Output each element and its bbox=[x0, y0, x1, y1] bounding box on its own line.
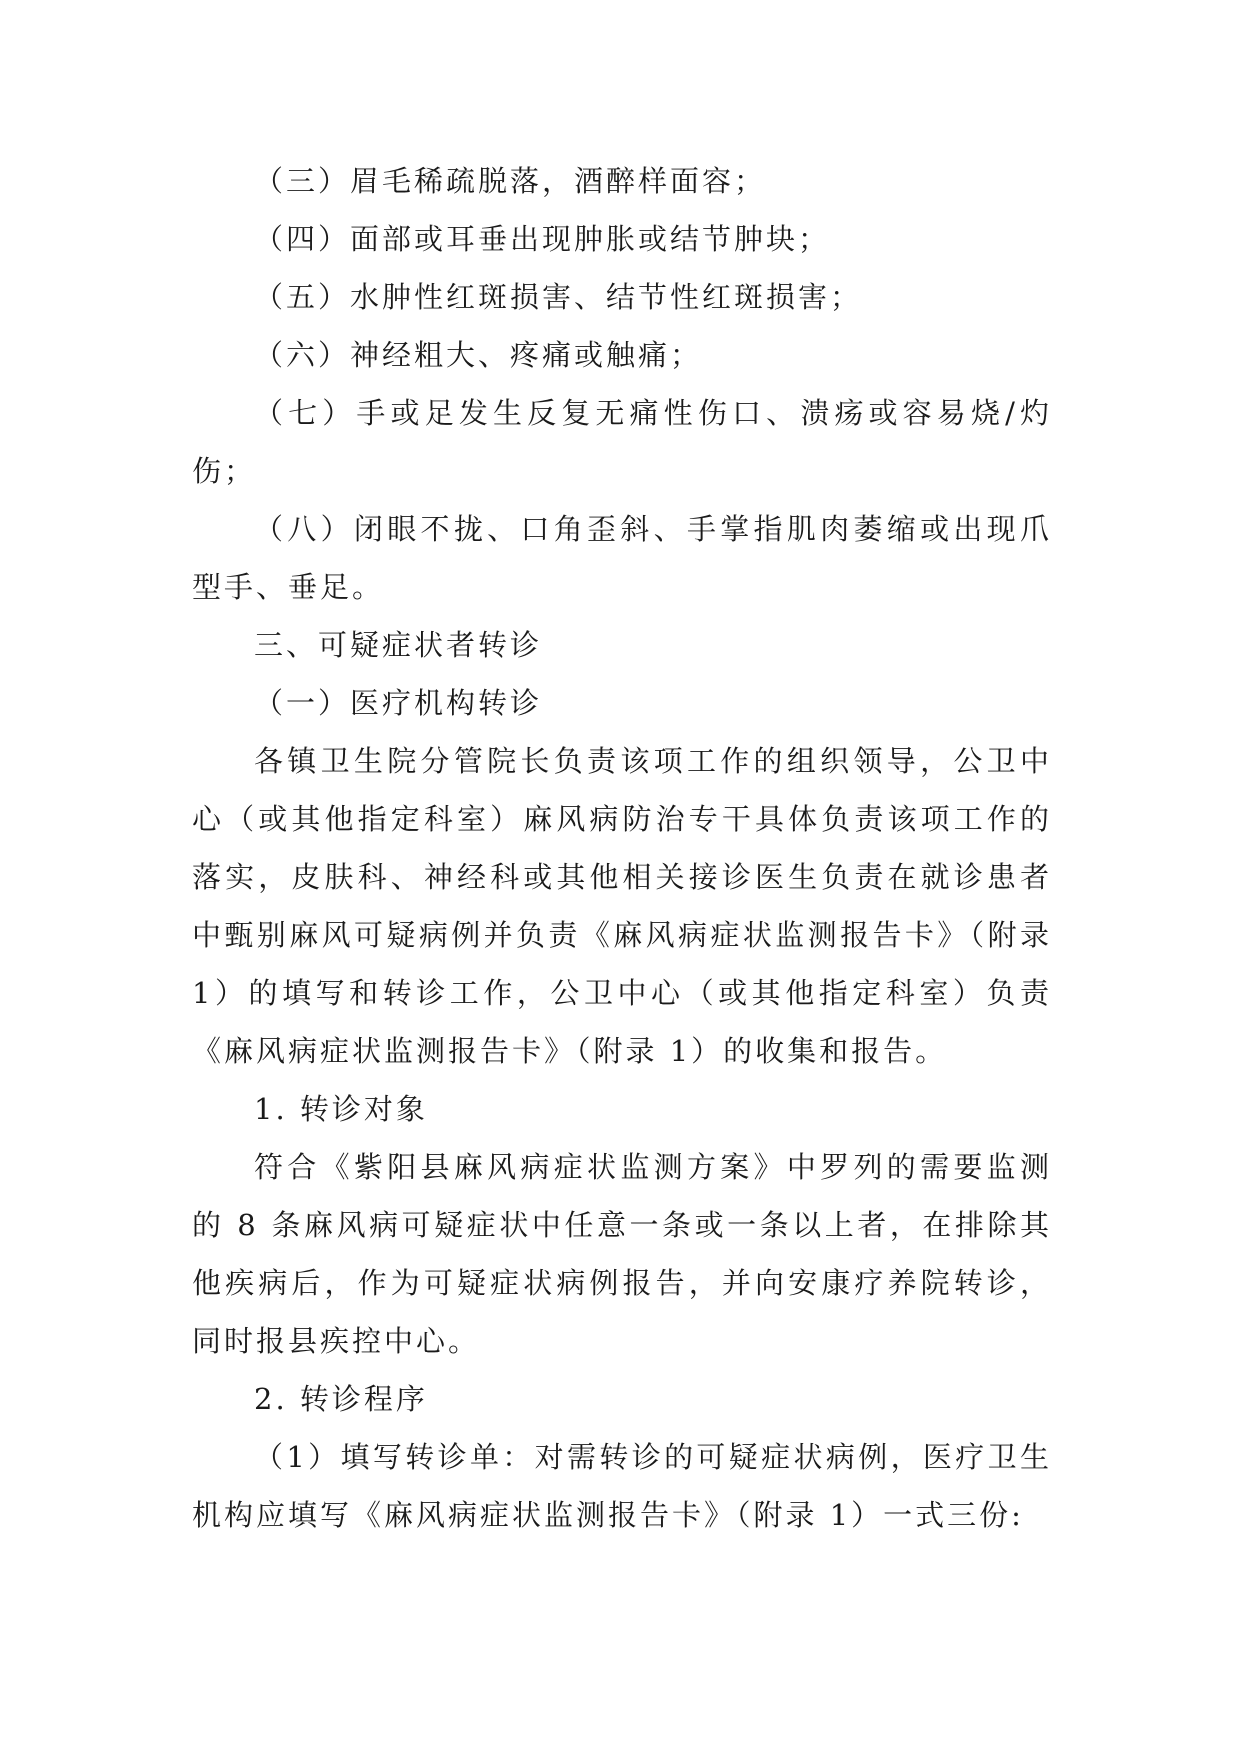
section-heading: 三、可疑症状者转诊 bbox=[254, 628, 543, 662]
list-item-four: （四）面部或耳垂出现肿胀或结节肿块； bbox=[254, 222, 831, 256]
body-paragraph: 符合《紫阳县麻风病症状监测方案》中罗列的需要监测的 8 条麻风病可疑症状中任意一条或一条以上者，在排除其他疾病后，作为可疑症状病例报告，并向安康疗养院转诊，同时报县疾控中心。 bbox=[192, 1150, 1052, 1358]
subsection-heading: （一）医疗机构转诊 bbox=[254, 686, 543, 720]
body-paragraph: （1）填写转诊单：对需转诊的可疑症状病例，医疗卫生机构应填写《麻风病症状监测报告卡》（附录 1）一式三份: bbox=[192, 1440, 1052, 1532]
item-heading-referral-target: 1. 转诊对象 bbox=[254, 1092, 428, 1126]
list-item-three: （三）眉毛稀疏脱落，酒醉样面容； bbox=[254, 164, 767, 198]
item-heading-referral-procedure: 2. 转诊程序 bbox=[254, 1382, 428, 1416]
list-item-six: （六）神经粗大、疼痛或触痛； bbox=[254, 338, 703, 372]
list-item-five: （五）水肿性红斑损害、结节性红斑损害； bbox=[254, 280, 863, 314]
document-body bbox=[192, 152, 1052, 1544]
list-item-seven: （七）手或足发生反复无痛性伤口、溃疡或容易烧/灼伤； bbox=[192, 396, 1052, 488]
body-paragraph: 各镇卫生院分管院长负责该项工作的组织领导，公卫中心（或其他指定科室）麻风病防治专干具体负责该项工作的落实，皮肤科、神经科或其他相关接诊医生负责在就诊患者中甄别麻风可疑病例并负责《麻风病症状监测报告卡》（附录 1）的填写和转诊工作，公卫中心（或其他指定科室）负责《麻风病症状监测报告卡》（附录 1）的收集和报告。 bbox=[192, 744, 1052, 1068]
list-item-eight: （八）闭眼不拢、口角歪斜、手掌指肌肉萎缩或出现爪型手、垂足。 bbox=[192, 512, 1052, 604]
